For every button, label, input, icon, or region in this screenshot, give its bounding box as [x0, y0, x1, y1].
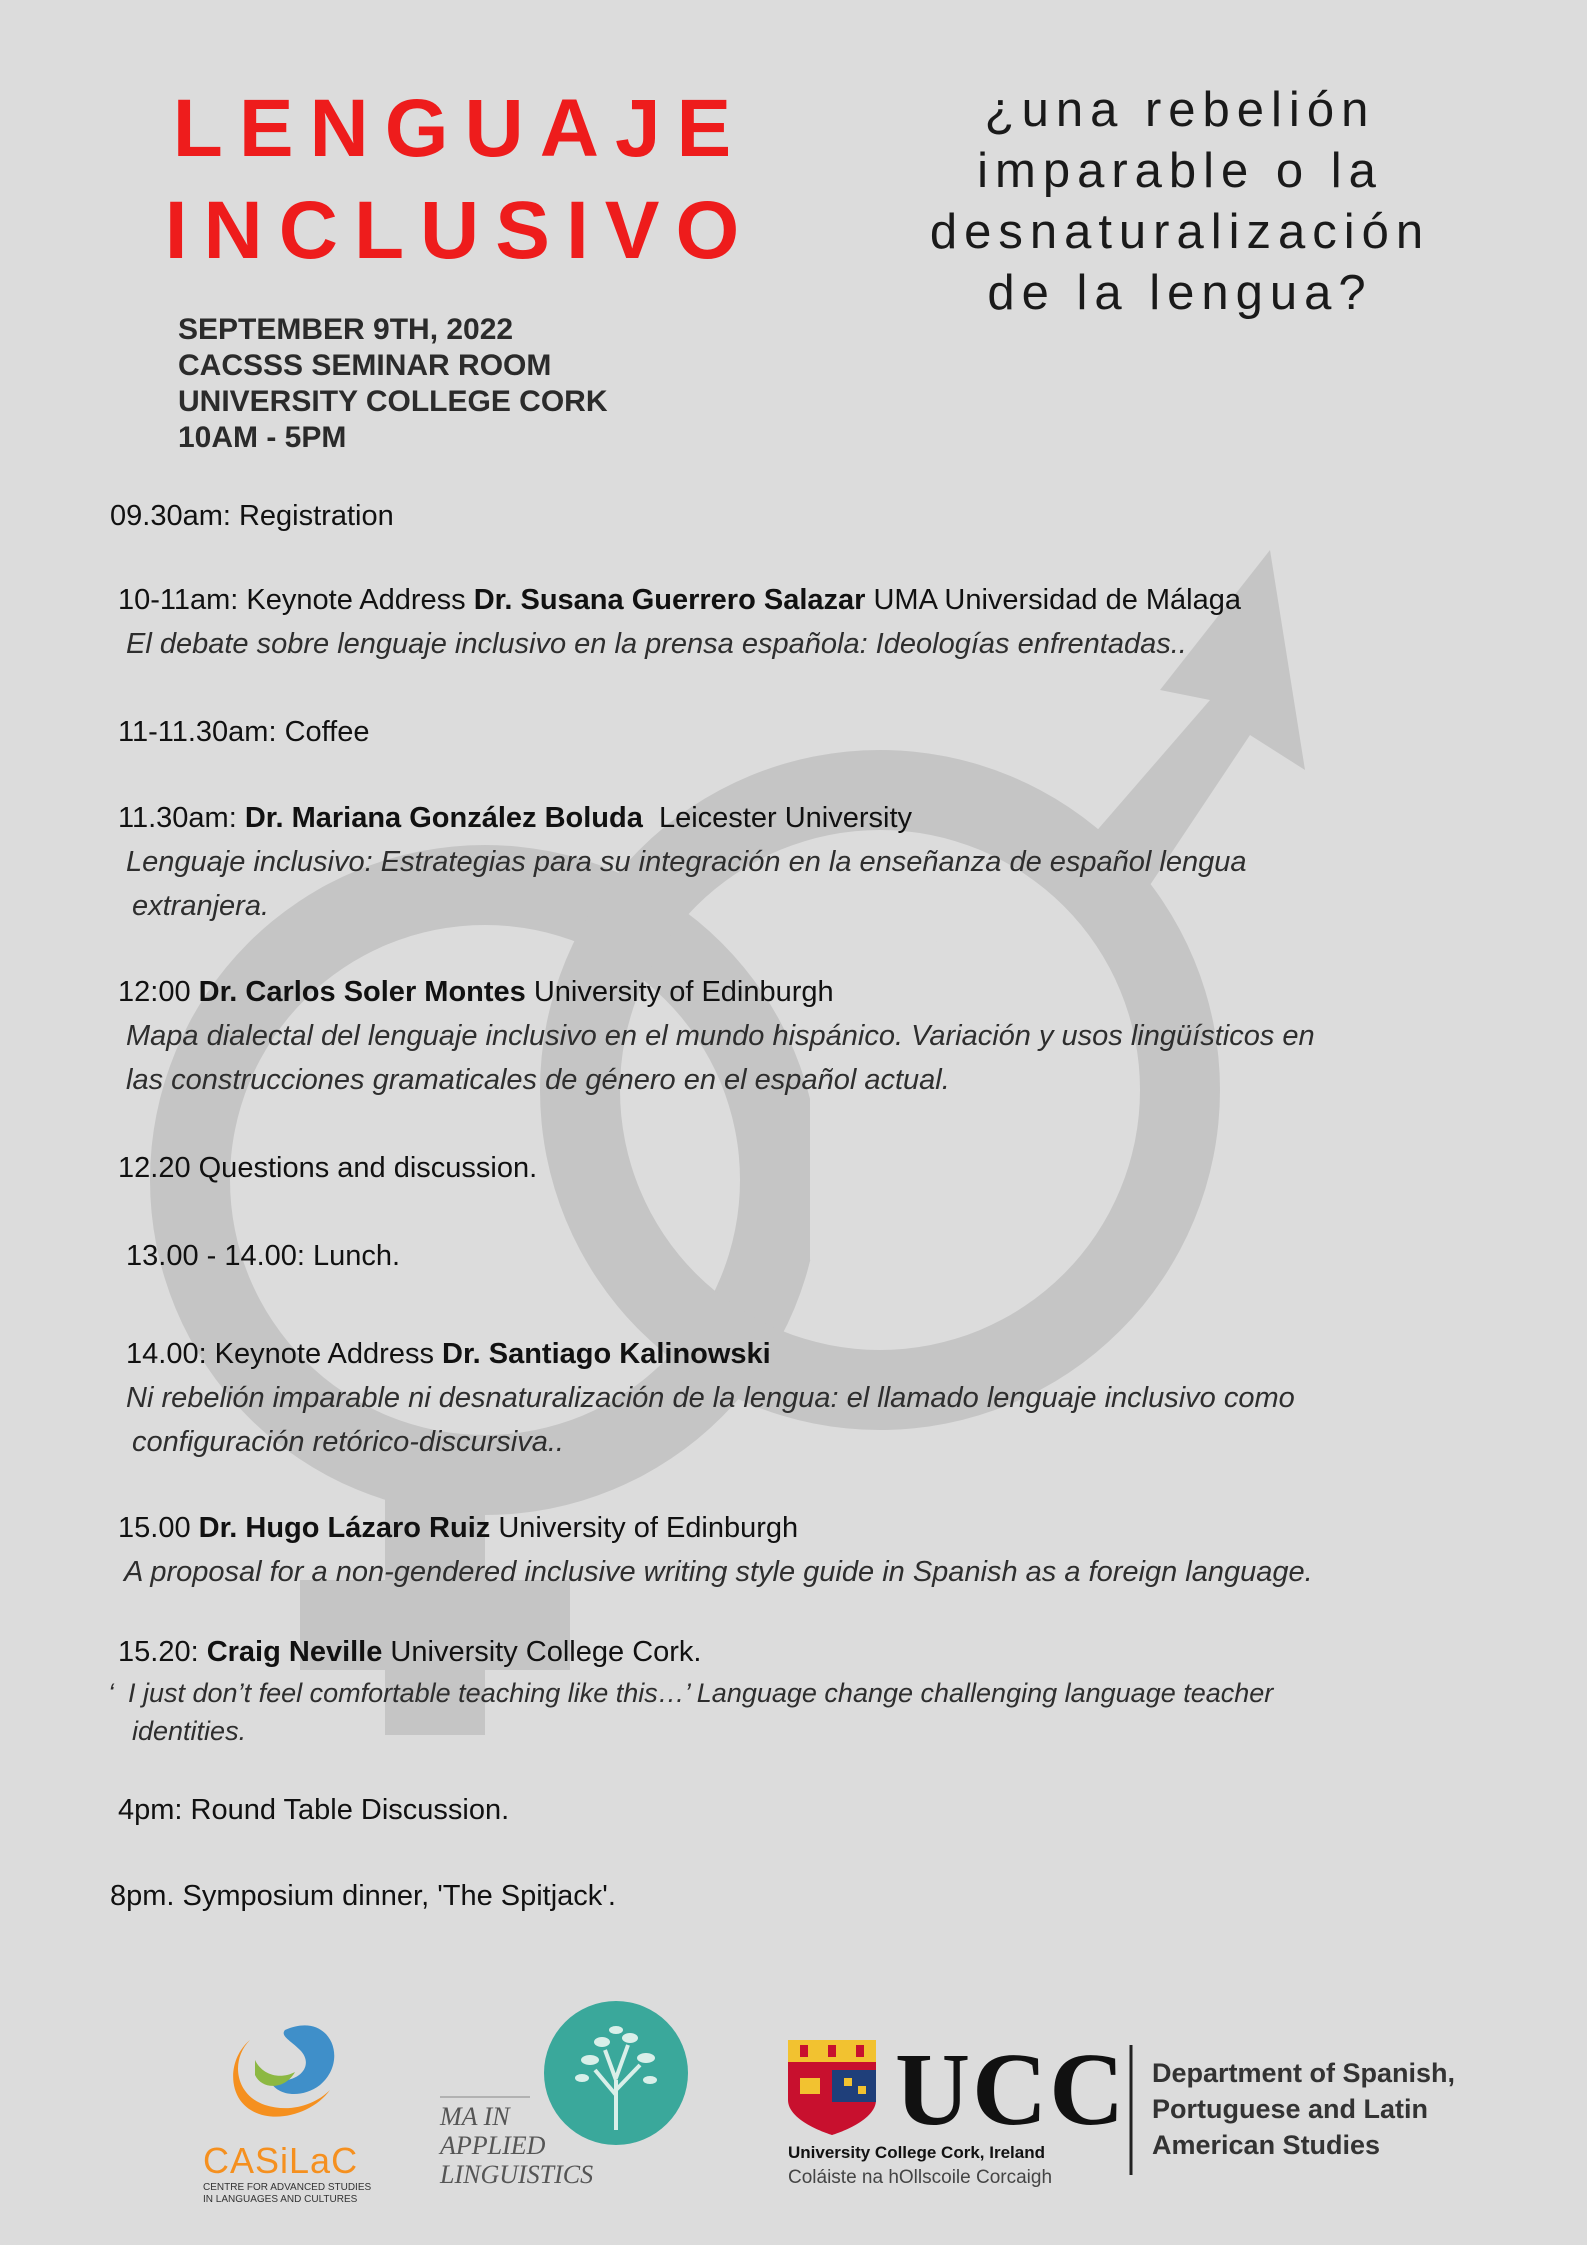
program-talk-4-line-2 [132, 1426, 564, 1459]
event-hours: 10AM - 5PM [178, 421, 347, 454]
program-item-2 [118, 802, 912, 835]
ma-line-2: APPLIED [440, 2131, 546, 2160]
talk-title: identities. [132, 1716, 247, 1746]
ma-line-1: MA IN [440, 2102, 510, 2131]
ucc-crest-icon [788, 2040, 876, 2135]
program-talk-3-line-1 [126, 1020, 1315, 1053]
program-affiliation: University of Edinburgh [525, 976, 834, 1008]
dept-line-3: American Studies [1152, 2130, 1381, 2160]
program-coffee: 11-11.30am: Coffee [118, 716, 370, 748]
subtitle-line-1: ¿una rebelión [984, 83, 1376, 137]
program-affiliation: Leicester University [642, 802, 913, 834]
program-talk-4-line-1 [126, 1382, 1295, 1415]
program-item-4 [126, 1338, 771, 1371]
subtitle-line-3: desnaturalización [929, 205, 1431, 259]
talk-title: Lenguaje inclusivo: Estrategias para su integración en la enseñanza de español lengua [126, 846, 1247, 878]
talk-title: A proposal for a non-gendered inclusive writing style guide in Spanish as a foreign language. [124, 1556, 1313, 1588]
ucc-logo-name: UCC [895, 2032, 1127, 2147]
program-time: 14.00: Keynote Address [126, 1338, 442, 1370]
program-dinner: 8pm. Symposium dinner, 'The Spitjack'. [110, 1880, 616, 1912]
program-lunch: 13.00 - 14.00: Lunch. [126, 1240, 401, 1272]
ucc-logo-subtitle-english: University College Cork, Ireland [788, 2143, 1045, 2162]
talk-title: las construcciones gramaticales de género en el español actual. [126, 1064, 950, 1096]
program-time: 10-11am: Keynote Address [118, 584, 474, 616]
program-speaker: Dr. Carlos Soler Montes [198, 976, 526, 1008]
event-room: CACSSS SEMINAR ROOM [178, 349, 552, 382]
event-title [120, 78, 800, 282]
program-speaker: Dr. Susana Guerrero Salazar [473, 584, 866, 616]
program-affiliation: University College Cork. [382, 1636, 702, 1668]
event-date: SEPTEMBER 9TH, 2022 [178, 313, 514, 346]
event-venue: UNIVERSITY COLLEGE CORK [178, 385, 608, 418]
talk-title: extranjera. [132, 890, 270, 922]
program-time: 11.30am: [118, 802, 245, 834]
program-speaker: Craig Neville [206, 1636, 383, 1668]
ma-line-3: LINGUISTICS [440, 2160, 594, 2189]
program-item-3 [118, 976, 834, 1009]
program-speaker: Dr. Hugo Lázaro Ruiz [198, 1512, 491, 1544]
program-registration: 09.30am: Registration [110, 500, 394, 532]
program-questions: 12.20 Questions and discussion. [118, 1152, 538, 1184]
ma-logo-text [440, 2102, 593, 2189]
subtitle-line-4: de la lengua? [987, 266, 1373, 320]
ucc-logo-subtitle-irish: Coláiste na hOllscoile Corcaigh [788, 2167, 1053, 2188]
program-talk-6-line-1 [108, 1678, 1273, 1709]
casilac-logo-name: CASiLaC [203, 2140, 359, 2181]
program-talk-1 [126, 628, 1187, 661]
casilac-sub-line-2: IN LANGUAGES AND CULTURES [203, 2194, 358, 2205]
program-time: 15.00 [118, 1512, 199, 1544]
program-item-6 [118, 1636, 701, 1669]
talk-title: Mapa dialectal del lenguaje inclusivo en el mundo hispánico. Variación y usos lingüísticos en [126, 1020, 1315, 1052]
program-talk-6-line-2 [132, 1716, 246, 1747]
program-talk-2-line-1 [126, 846, 1247, 879]
title-line-2: INCLUSIVO [164, 185, 756, 276]
program-talk-5 [124, 1556, 1313, 1589]
program-roundtable: 4pm: Round Table Discussion. [118, 1794, 510, 1826]
talk-title: Ni rebelión imparable ni desnaturalización de la lengua: el llamado lenguaje inclusivo como [126, 1382, 1295, 1414]
program-speaker: Dr. Santiago Kalinowski [442, 1338, 771, 1370]
program-affiliation: University of Edinburgh [490, 1512, 799, 1544]
program-affiliation: UMA Universidad de Málaga [865, 584, 1241, 616]
casilac-logo-icon [233, 2025, 334, 2116]
talk-title: I just don’t feel comfortable teaching like this…’ Language change challenging language teacher [128, 1678, 1274, 1708]
subtitle-line-2: imparable o la [977, 144, 1383, 198]
quote-mark: ‘ [108, 1678, 114, 1708]
program-time: 15.20: [118, 1636, 207, 1668]
program-time: 12:00 [118, 976, 199, 1008]
event-info [178, 312, 608, 456]
dept-line-1: Department of Spanish, [1152, 2058, 1456, 2088]
casilac-logo-subtitle [203, 2182, 371, 2206]
title-line-1: LENGUAJE [172, 83, 748, 174]
program-speaker: Dr. Mariana González Boluda [244, 802, 643, 834]
program-talk-3-line-2 [126, 1064, 950, 1097]
event-subtitle [860, 80, 1500, 324]
talk-title: El debate sobre lenguaje inclusivo en la prensa española: Ideologías enfrentadas.. [126, 628, 1187, 660]
casilac-sub-line-1: CENTRE FOR ADVANCED STUDIES [203, 2182, 372, 2193]
dept-line-2: Portuguese and Latin [1152, 2094, 1429, 2124]
talk-title: configuración retórico-discursiva.. [132, 1426, 564, 1458]
program-item-5 [118, 1512, 798, 1545]
program-item-1 [118, 584, 1241, 617]
program-talk-2-line-2 [132, 890, 269, 923]
department-name [1152, 2055, 1455, 2163]
